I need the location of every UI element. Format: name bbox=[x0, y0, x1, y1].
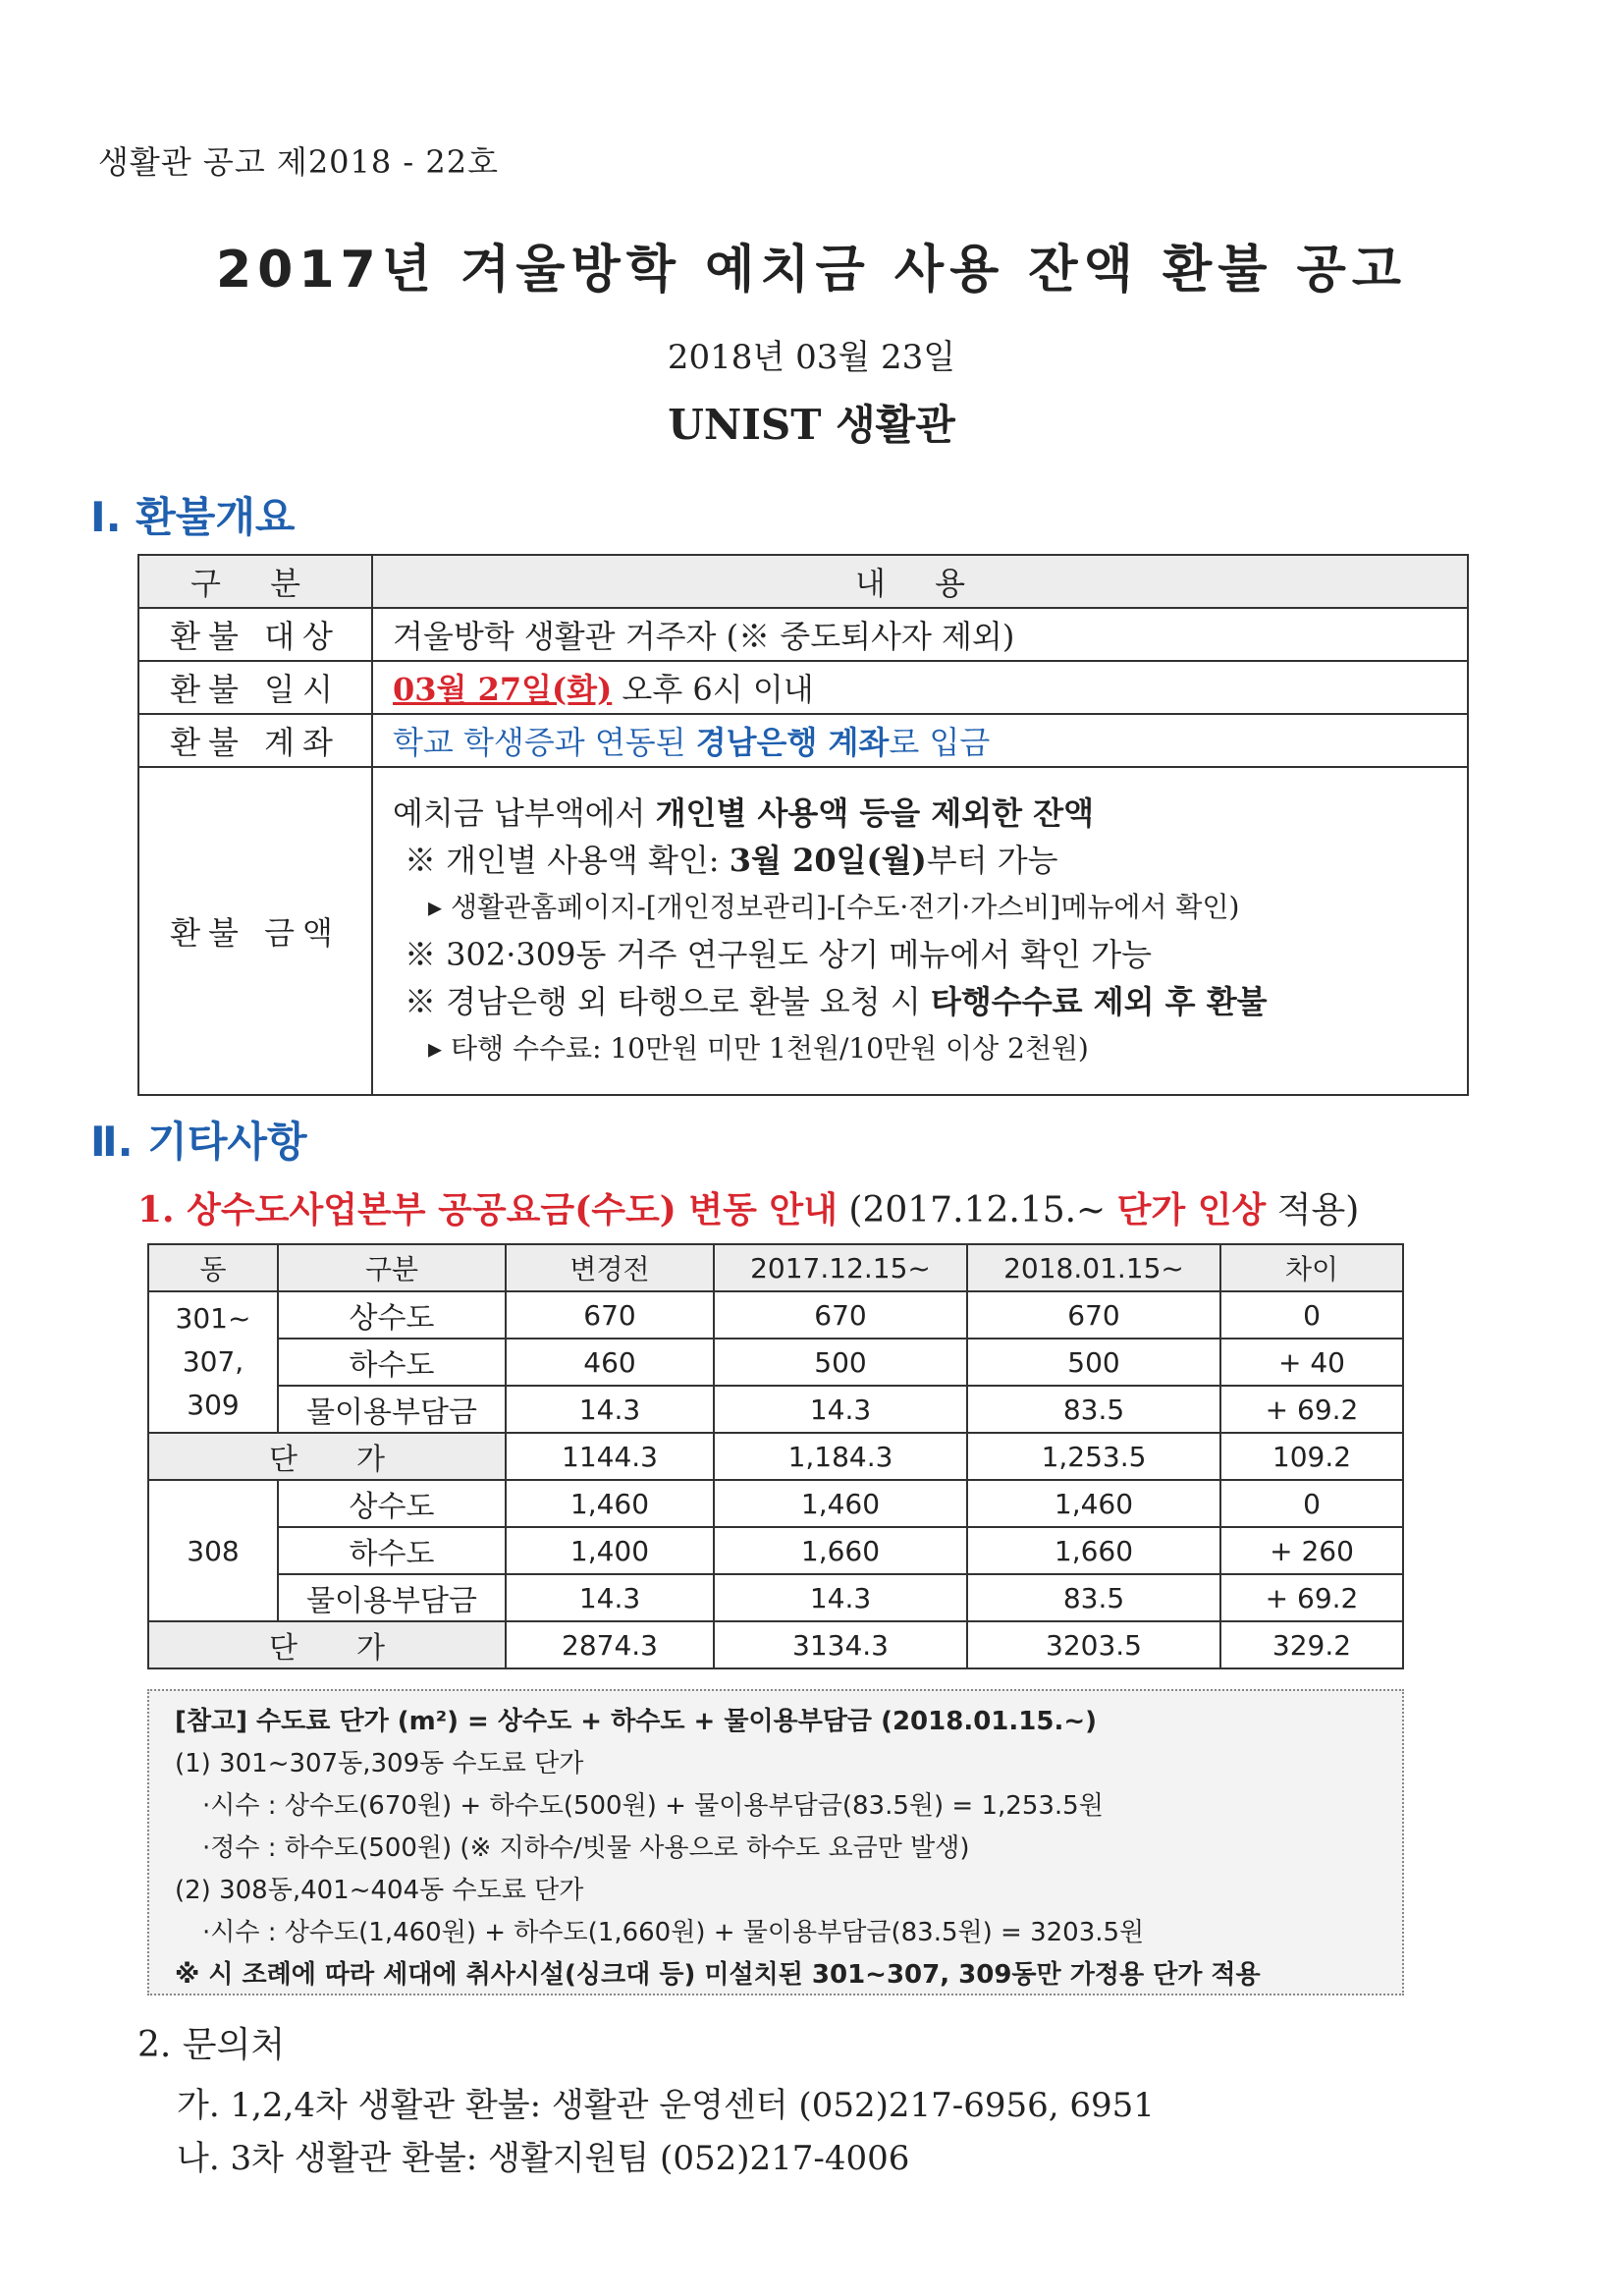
label-refund-amount: 환불 금액 bbox=[138, 767, 372, 1095]
contact-line-1: 가. 1,2,4차 생활관 환불: 생활관 운영센터 (052)217-6956, 6951 bbox=[177, 2086, 1155, 2125]
amount-line-3: ▸ 생활관홈페이지-[개인정보관리]-[수도·전기·가스비]메뉴에서 확인) bbox=[428, 891, 1240, 923]
table-header-row bbox=[138, 555, 1468, 608]
table-cell: 83.5 bbox=[967, 1574, 1220, 1621]
refund-date-rest: 오후 6시 이내 bbox=[612, 671, 814, 708]
item1-rate-increase: 단가 인상 bbox=[1116, 1189, 1267, 1230]
note-line-3: ·정수 : 하수도(500원) (※ 지하수/빗물 사용으로 하수도 요금만 발생) bbox=[202, 1833, 970, 1863]
table-cell: 1,253.5 bbox=[967, 1433, 1220, 1480]
table-cell: 1,400 bbox=[506, 1527, 714, 1574]
group1-label-line: 301~ bbox=[175, 1302, 251, 1335]
table-cell: 물이용부담금 bbox=[278, 1386, 506, 1433]
account-bank: 경남은행 계좌 bbox=[695, 724, 890, 761]
table-cell: + 69.2 bbox=[1220, 1386, 1403, 1433]
note-line-1: (1) 301~307동,309동 수도료 단가 bbox=[175, 1749, 584, 1778]
table-cell: + 260 bbox=[1220, 1527, 1403, 1574]
contact-line-2: 나. 3차 생활관 환불: 생활지원팀 (052)217-4006 bbox=[177, 2139, 910, 2178]
amount-l5-pre: ※ 경남은행 외 타행으로 환불 요청 시 bbox=[405, 983, 931, 1020]
table-cell: 500 bbox=[967, 1339, 1220, 1386]
account-post: 로 입금 bbox=[889, 724, 991, 761]
row-refund-account bbox=[138, 714, 1468, 767]
notice-date: 2018년 03월 23일 bbox=[667, 338, 956, 377]
row-refund-target bbox=[138, 608, 1468, 661]
value-refund-account bbox=[372, 714, 1468, 767]
note-title: [참고] 수도료 단가 (m²) = 상수도 + 하수도 + 물이용부담금 (2018.01.15.~) bbox=[175, 1707, 1097, 1736]
table-cell: 1,184.3 bbox=[714, 1433, 967, 1480]
group1-label-line: 309 bbox=[187, 1389, 240, 1421]
section-heading-other: Ⅱ. 기타사항 bbox=[90, 1118, 307, 1166]
rate-col-type: 구분 bbox=[278, 1244, 506, 1291]
label-refund-target: 환불 대상 bbox=[138, 608, 372, 661]
table-cell: 109.2 bbox=[1220, 1433, 1403, 1480]
item1-mid: (2017.12.15.~ bbox=[837, 1190, 1117, 1230]
table-cell: 329.2 bbox=[1220, 1621, 1403, 1668]
organization-name: UNIST 생활관 bbox=[668, 401, 955, 449]
water-rate-subheading bbox=[137, 1182, 1359, 1232]
table-cell: 670 bbox=[967, 1291, 1220, 1339]
rate-col-20180115: 2018.01.15~ bbox=[967, 1244, 1220, 1291]
page-title: 2017년 겨울방학 예치금 사용 잔액 환불 공고 bbox=[215, 241, 1408, 300]
table-row bbox=[148, 1480, 1403, 1527]
value-refund-date bbox=[372, 661, 1468, 714]
amount-line-6: ▸ 타행 수수료: 10만원 미만 1천원/10만원 이상 2천원) bbox=[428, 1032, 1089, 1065]
section-heading-overview: Ⅰ. 환불개요 bbox=[90, 493, 296, 541]
rate-col-before: 변경전 bbox=[506, 1244, 714, 1291]
table-cell: 하수도 bbox=[278, 1527, 506, 1574]
table-row bbox=[148, 1291, 1403, 1339]
label-refund-date: 환불 일시 bbox=[138, 661, 372, 714]
amount-line-2 bbox=[393, 837, 1447, 884]
table-cell: 83.5 bbox=[967, 1386, 1220, 1433]
table-row-total bbox=[148, 1433, 1403, 1480]
note-line-6: ※ 시 조례에 따라 세대에 취사시설(싱크대 등) 미설치된 301~307, 309동만 가정용 단가 적용 bbox=[175, 1960, 1261, 1990]
table-row bbox=[148, 1574, 1403, 1621]
table-cell: 0 bbox=[1220, 1480, 1403, 1527]
item1-end: 적용) bbox=[1266, 1190, 1360, 1230]
refund-date-highlight: 03월 27일(화) bbox=[393, 671, 613, 708]
group2-building: 308 bbox=[148, 1480, 278, 1621]
group1-building bbox=[148, 1291, 278, 1433]
amount-line-4: ※ 302·309동 거주 연구원도 상기 메뉴에서 확인 가능 bbox=[405, 936, 1153, 973]
amount-line-1 bbox=[393, 790, 1447, 837]
table-cell: 상수도 bbox=[278, 1291, 506, 1339]
notice-number: 생활관 공고 제2018 - 22호 bbox=[98, 143, 500, 181]
table-cell: 500 bbox=[714, 1339, 967, 1386]
row-refund-date bbox=[138, 661, 1468, 714]
amount-l1-pre: 예치금 납부액에서 bbox=[393, 794, 656, 832]
table-cell: 14.3 bbox=[506, 1574, 714, 1621]
table-cell: 상수도 bbox=[278, 1480, 506, 1527]
table-cell: 1,460 bbox=[714, 1480, 967, 1527]
table-cell: 460 bbox=[506, 1339, 714, 1386]
table-cell: 1,660 bbox=[967, 1527, 1220, 1574]
group1-total-label: 단 가 bbox=[148, 1433, 506, 1480]
account-pre: 학교 학생증과 연동된 bbox=[393, 724, 696, 761]
label-refund-account: 환불 계좌 bbox=[138, 714, 372, 767]
item1-title: 상수도사업본부 공공요금(수도) 변동 안내 bbox=[187, 1189, 838, 1230]
table-cell: 1144.3 bbox=[506, 1433, 714, 1480]
table-cell: 3203.5 bbox=[967, 1621, 1220, 1668]
value-refund-target: 겨울방학 생활관 거주자 (※ 중도퇴사자 제외) bbox=[372, 608, 1468, 661]
amount-line-5 bbox=[393, 978, 1447, 1025]
table-cell: 14.3 bbox=[714, 1386, 967, 1433]
table-row bbox=[148, 1339, 1403, 1386]
table-cell: 1,460 bbox=[967, 1480, 1220, 1527]
table-cell: 물이용부담금 bbox=[278, 1574, 506, 1621]
table-cell: 1,660 bbox=[714, 1527, 967, 1574]
table-cell: 하수도 bbox=[278, 1339, 506, 1386]
table-cell: + 40 bbox=[1220, 1339, 1403, 1386]
amount-l2-post: 부터 가능 bbox=[926, 842, 1058, 879]
row-refund-amount bbox=[138, 767, 1468, 1095]
amount-l2-bold: 3월 20일(월) bbox=[729, 842, 927, 879]
table-cell: 0 bbox=[1220, 1291, 1403, 1339]
table-cell: 14.3 bbox=[714, 1574, 967, 1621]
note-line-5: ·시수 : 상수도(1,460원) + 하수도(1,660원) + 물이용부담금(83.5원) = 3203.5원 bbox=[202, 1918, 1145, 1947]
table-cell: 2874.3 bbox=[506, 1621, 714, 1668]
note-line-4: (2) 308동,401~404동 수도료 단가 bbox=[175, 1876, 584, 1905]
value-refund-amount bbox=[372, 767, 1468, 1095]
rate-col-diff: 차이 bbox=[1220, 1244, 1403, 1291]
table-cell: 1,460 bbox=[506, 1480, 714, 1527]
amount-l5-bold: 타행수수료 제외 후 환불 bbox=[930, 983, 1268, 1020]
refund-overview-table bbox=[137, 554, 1469, 1096]
reference-note-box bbox=[147, 1689, 1404, 1995]
header-category: 구 분 bbox=[138, 555, 372, 608]
water-rate-table bbox=[147, 1243, 1404, 1669]
table-cell: 14.3 bbox=[506, 1386, 714, 1433]
amount-l1-bold: 개인별 사용액 등을 제외한 잔액 bbox=[655, 794, 1095, 832]
item1-number: 1. bbox=[137, 1189, 188, 1230]
rate-col-20171215: 2017.12.15~ bbox=[714, 1244, 967, 1291]
group2-total-label: 단 가 bbox=[148, 1621, 506, 1668]
table-cell: + 69.2 bbox=[1220, 1574, 1403, 1621]
table-cell: 3134.3 bbox=[714, 1621, 967, 1668]
header-content: 내 용 bbox=[372, 555, 1468, 608]
contact-heading: 2. 문의처 bbox=[137, 2025, 286, 2065]
rate-col-building: 동 bbox=[148, 1244, 278, 1291]
table-cell: 670 bbox=[506, 1291, 714, 1339]
table-cell: 670 bbox=[714, 1291, 967, 1339]
rate-table-header bbox=[148, 1244, 1403, 1291]
table-row bbox=[148, 1386, 1403, 1433]
group1-label-line: 307, bbox=[182, 1345, 244, 1378]
note-line-2: ·시수 : 상수도(670원) + 하수도(500원) + 물이용부담금(83.5원) = 1,253.5원 bbox=[202, 1791, 1104, 1821]
table-row-total bbox=[148, 1621, 1403, 1668]
table-row bbox=[148, 1527, 1403, 1574]
amount-l2-pre: ※ 개인별 사용액 확인: bbox=[405, 842, 730, 879]
